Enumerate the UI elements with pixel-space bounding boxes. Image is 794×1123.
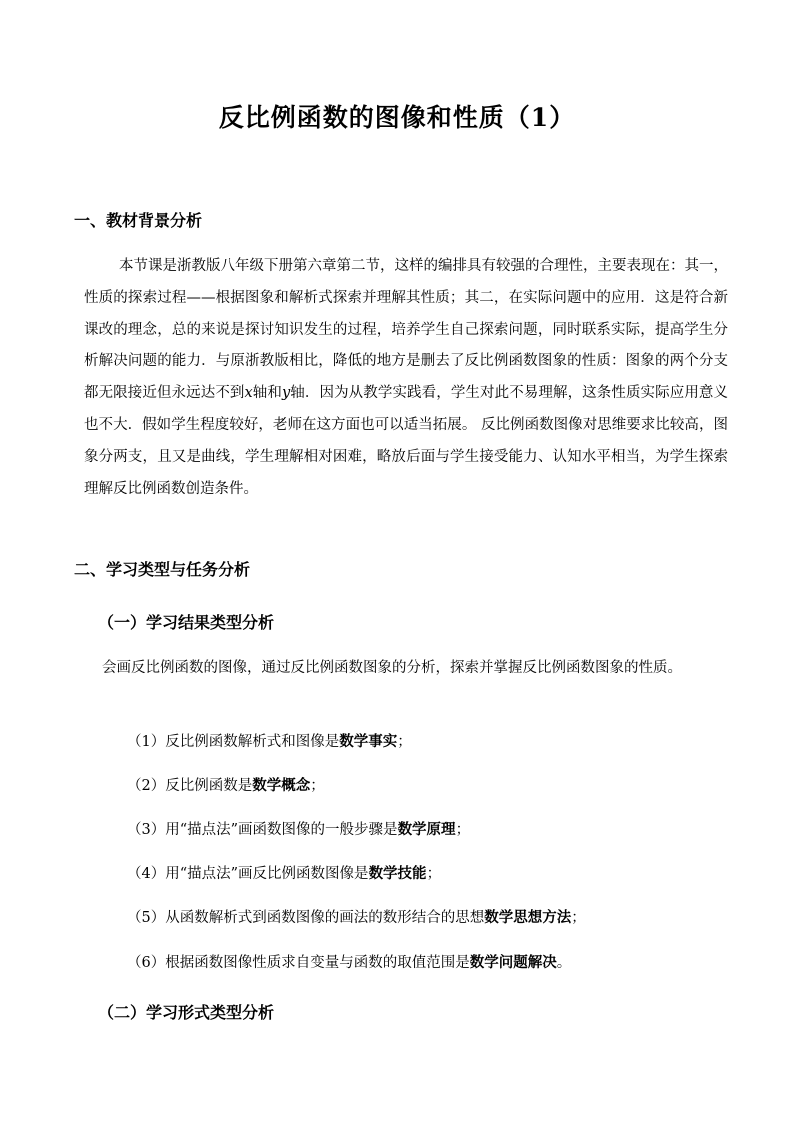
section-2-heading: 二、学习类型与任务分析	[74, 560, 251, 579]
subsection-2-heading: （二）学习形式类型分析	[98, 1003, 275, 1022]
variable-y: y	[282, 385, 291, 402]
list-item: （1）反比例函数解析式和图像是数学事实；	[127, 733, 412, 750]
subsection-1-intro: 会画反比例函数的图像，通过反比例函数图象的分析，探索并掌握反比例函数图象的性质。	[102, 660, 682, 676]
paragraph-part-c: 轴．因为从教学实践看，学生对此不易理解，这条性质实际应用意义也不大．假如学生程度较好，老师在这方面也可以适当拓展。 反比例函数图像对思维要求比较高，图象分两支，且又是曲线，学生理解相对困难，略放后面与学生接受能力、认知水平相当，为学生探索理解反比例函数创造条件。	[84, 385, 729, 497]
page-title: 反比例函数的图像和性质（1）	[218, 103, 576, 132]
subsection-1-heading: （一）学习结果类型分析	[98, 613, 275, 632]
paragraph-part-b: 轴和	[252, 385, 282, 402]
list-item: （3）用“描点法”画函数图像的一般步骤是数学原理；	[127, 821, 471, 838]
list-item: （6）根据函数图像性质求自变量与函数的取值范围是数学问题解决。	[127, 954, 572, 971]
section-1-paragraph	[84, 251, 728, 505]
list-item: （5）从函数解析式到函数图像的画法的数形结合的思想数学思想方法；	[127, 909, 586, 926]
section-1-heading: 一、教材背景分析	[74, 211, 203, 230]
list-item: （2）反比例函数是数学概念；	[127, 777, 325, 794]
variable-x: x	[244, 385, 253, 402]
list-item: （4）用“描点法”画反比例函数图像是数学技能；	[127, 865, 442, 882]
paragraph-part-a: 本节课是浙教版八年级下册第六章第二节，这样的编排具有较强的合理性，主要表现在：其一，性质的探索过程——根据图象和解析式探索并理解其性质；其二，在实际问题中的应用．这是符合新课改的理念，总的来说是探讨知识发生的过程，培养学生自己探索问题，同时联系实际，提高学生分析解决问题的能力．与原浙教版相比，降低的地方是删去了反比例函数图象的性质：图象的两个分支都无限接近但永远达不到	[84, 258, 728, 402]
